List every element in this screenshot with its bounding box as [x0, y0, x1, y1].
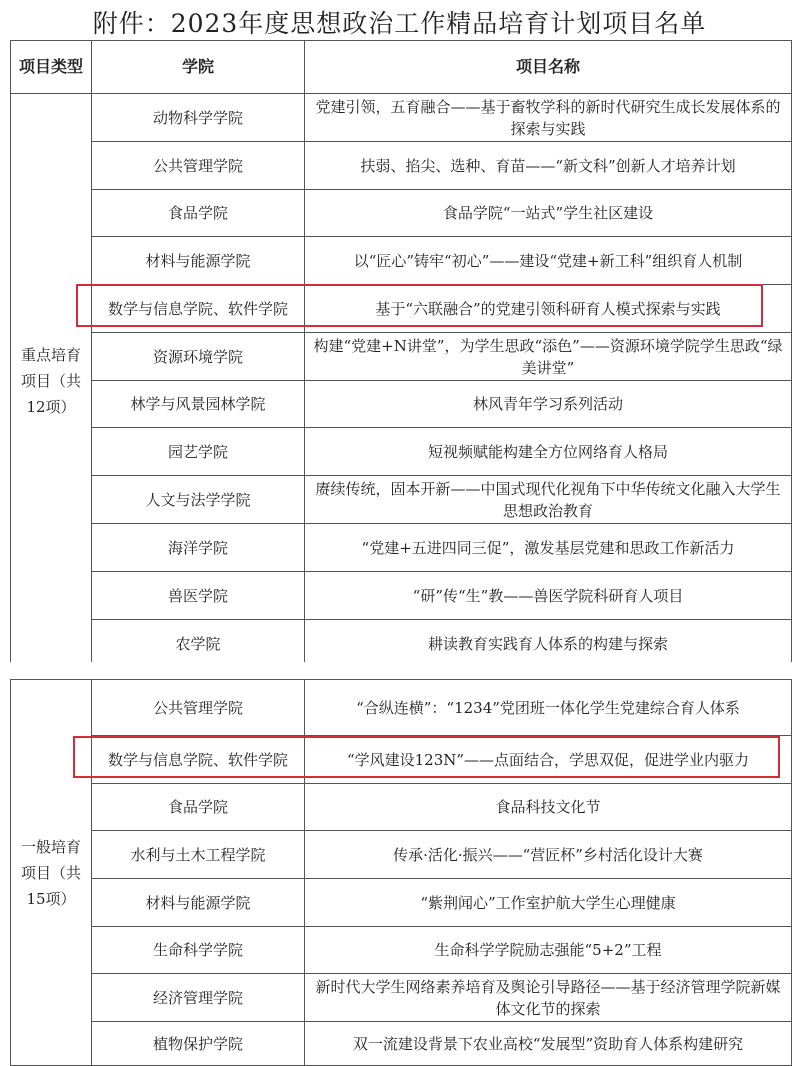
project-name-cell: 林风青年学习系列活动 [305, 381, 792, 428]
project-name-cell: 耕读教育实践育人体系的构建与探索 [305, 620, 792, 668]
highlight-box-general-math [73, 736, 780, 778]
project-name-cell: 食品科技文化节 [305, 784, 792, 831]
project-name-cell: “合纵连横”：“1234”党团班一体化学生党建综合育人体系 [305, 680, 792, 736]
college-cell: 食品学院 [92, 784, 305, 831]
college-cell: 数学与信息学院、软件学院 [92, 285, 305, 333]
key-group-label: 重点培育项目（共12项） [11, 94, 92, 668]
document-title: 附件：2023年度思想政治工作精品培育计划项目名单 [92, 9, 707, 38]
project-name-cell: “党建+五进四同三促”，激发基层党建和思政工作新活力 [305, 524, 792, 572]
college-cell: 生命科学学院 [92, 927, 305, 974]
college-cell: 林学与风景园林学院 [92, 381, 305, 428]
project-name-cell: “学风建设123N”——点面结合，学思双促，促进学业内驱力 [305, 736, 792, 784]
college-cell: 食品学院 [92, 190, 305, 237]
project-name-cell: “研”传“生”教——兽医学院科研育人项目 [305, 572, 792, 620]
college-cell: 资源环境学院 [92, 333, 305, 381]
project-name-cell: 食品学院“一站式”学生社区建设 [305, 190, 792, 237]
project-name-cell: 赓续传统，固本开新——中国式现代化视角下中华传统文化融入大学生思想政治教育 [305, 476, 792, 524]
project-name-cell: “紫荆闻心”工作室护航大学生心理健康 [305, 879, 792, 927]
college-cell: 公共管理学院 [92, 680, 305, 736]
college-cell: 材料与能源学院 [92, 237, 305, 285]
project-name-cell: 扶弱、掐尖、选种、育苗——“新文科”创新人才培养计划 [305, 142, 792, 190]
key-projects-table [10, 40, 792, 668]
college-cell: 农学院 [92, 620, 305, 668]
project-name-cell: 以“匠心”铸牢“初心”——建设“党建+新工科”组织育人机制 [305, 237, 792, 285]
project-name-cell: 新时代大学生网络素养培育及舆论引导路径——基于经济管理学院新媒体文化节的探索 [305, 974, 792, 1022]
college-cell: 经济管理学院 [92, 974, 305, 1022]
college-cell: 公共管理学院 [92, 142, 305, 190]
project-name-cell: 传承·活化·振兴——“营匠杯”乡村活化设计大赛 [305, 831, 792, 879]
general-group-label: 一般培育项目（共15项） [11, 680, 92, 1066]
college-cell: 数学与信息学院、软件学院 [92, 736, 305, 784]
college-cell: 水利与土木工程学院 [92, 831, 305, 879]
header-college: 学院 [92, 41, 305, 94]
highlight-box-key-math [76, 284, 763, 327]
college-cell: 材料与能源学院 [92, 879, 305, 927]
page-break [0, 662, 799, 679]
college-cell: 人文与法学学院 [92, 476, 305, 524]
project-name-cell: 党建引领，五育融合——基于畜牧学科的新时代研究生成长发展体系的探索与实践 [305, 94, 792, 142]
college-cell: 海洋学院 [92, 524, 305, 572]
project-name-cell: 双一流建设背景下农业高校“发展型”资助育人体系构建研究 [305, 1022, 792, 1066]
project-name-cell: 生命科学学院励志强能“5+2”工程 [305, 927, 792, 974]
college-cell: 植物保护学院 [92, 1022, 305, 1066]
college-cell: 兽医学院 [92, 572, 305, 620]
college-cell: 园艺学院 [92, 428, 305, 476]
project-name-cell: 短视频赋能构建全方位网络育人格局 [305, 428, 792, 476]
project-name-cell: 构建“党建+N讲堂”，为学生思政“添色”——资源环境学院学生思政“绿美讲堂” [305, 333, 792, 381]
header-type: 项目类型 [11, 41, 92, 94]
header-name: 项目名称 [305, 41, 792, 94]
college-cell: 动物科学学院 [92, 94, 305, 142]
project-name-cell: 基于“六联融合”的党建引领科研育人模式探索与实践 [305, 285, 792, 333]
